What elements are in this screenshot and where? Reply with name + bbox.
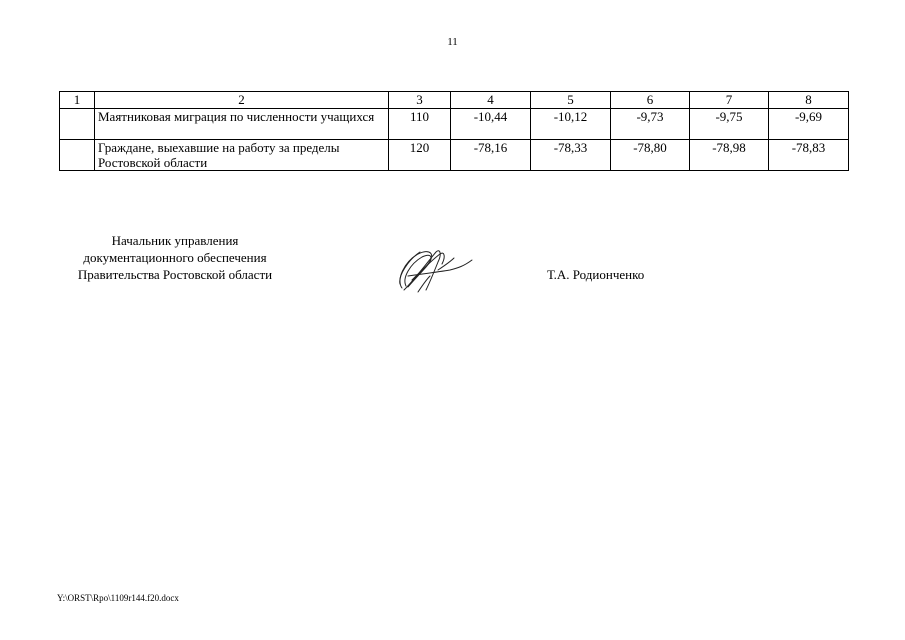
table-cell-value: -78,16 [451, 140, 531, 171]
table-header-cell: 3 [389, 92, 451, 109]
table-cell-value: -10,44 [451, 109, 531, 140]
table-cell-indicator-name: Маятниковая миграция по численности учащихся [95, 109, 389, 140]
table-cell-value: -9,69 [769, 109, 849, 140]
table-header-cell: 7 [690, 92, 769, 109]
signer-name: Т.А. Родионченко [547, 267, 645, 282]
table-cell-code: 120 [389, 140, 451, 171]
table-header-cell: 5 [531, 92, 611, 109]
table-header-cell: 8 [769, 92, 849, 109]
table-cell-index [60, 109, 95, 140]
table-row [60, 140, 849, 171]
table-cell-code: 110 [389, 109, 451, 140]
signer-position-line: Начальник управления [111, 233, 239, 248]
table-row [60, 109, 849, 140]
table-cell-value: -78,83 [769, 140, 849, 171]
table-cell-value: -9,75 [690, 109, 769, 140]
table-cell-indicator-name: Граждане, выехавшие на работу за пределы Ростовской области [95, 140, 389, 171]
signer-position-line: документационного обеспечения [83, 250, 267, 265]
table-header-cell: 4 [451, 92, 531, 109]
table-header-cell: 2 [95, 92, 389, 109]
table-cell-value: -78,98 [690, 140, 769, 171]
table-cell-index [60, 140, 95, 171]
table-cell-value: -78,33 [531, 140, 611, 171]
signer-position [40, 232, 310, 283]
page-number: 11 [447, 36, 458, 48]
data-table [59, 91, 849, 171]
signer-position-line: Правительства Ростовской области [77, 267, 273, 282]
table-cell-value: -78,80 [611, 140, 690, 171]
table-header-cell: 1 [60, 92, 95, 109]
handwritten-signature-icon [392, 240, 474, 296]
table-header-cell: 6 [611, 92, 690, 109]
footer-file-path: Y:\ORST\Rpo\1109r144.f20.docx [57, 593, 179, 603]
table-header-row [60, 92, 849, 109]
table-cell-value: -10,12 [531, 109, 611, 140]
table-cell-value: -9,73 [611, 109, 690, 140]
